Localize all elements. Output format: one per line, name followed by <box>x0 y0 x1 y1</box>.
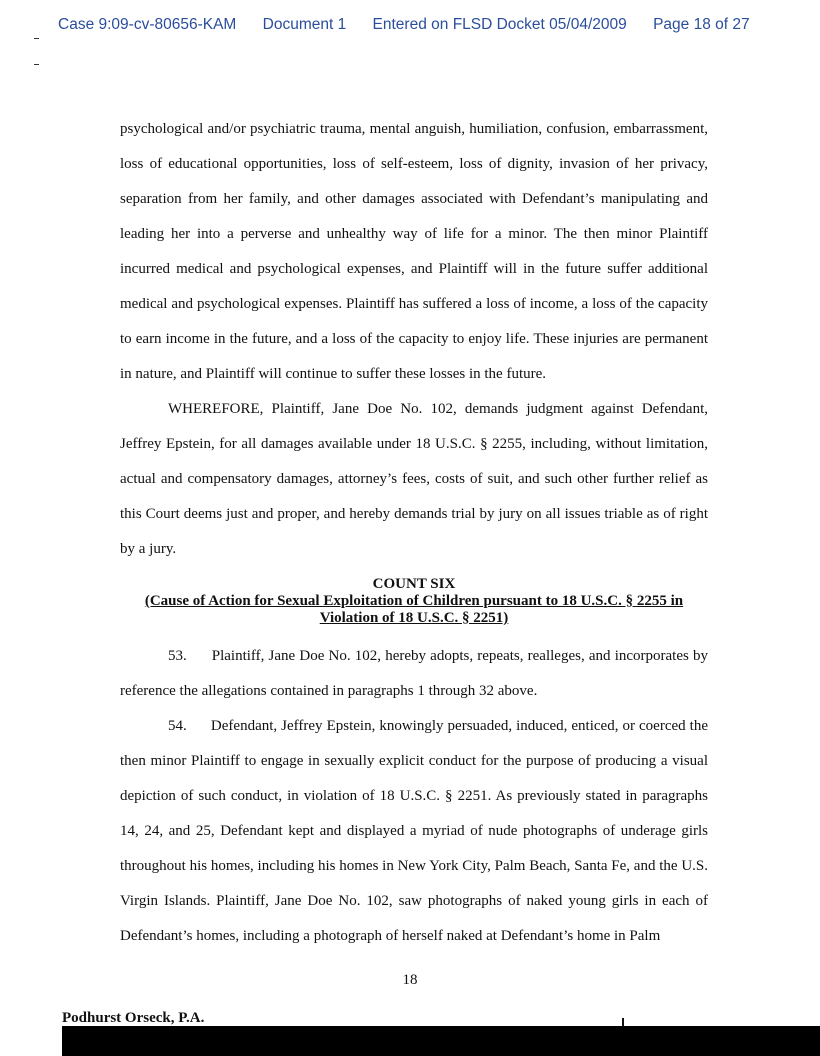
page-number: 18 <box>402 972 418 988</box>
document-number: Document 1 <box>262 16 347 33</box>
paragraph-damages: psychological and/or psychiatric trauma, mental anguish, humiliation, confusion, embarrassment, loss of educational opportunities, loss of self-esteem, loss of dignity, invasion of her privacy, separation from her family, and other damages associated with Defendant’s manipulating and leading her into a perverse and unhealthy way of life for a minor. The then minor Plaintiff incurred medical and psychological expenses, and Plaintiff will in the future suffer additional medical and psychological expenses. Plaintiff has suffered a loss of income, a loss of the capacity to earn income in the future, and a loss of the capacity to enjoy life. These injuries are permanent in nature, and Plaintiff will continue to suffer these losses in the future. <box>120 121 708 382</box>
document-body <box>120 112 708 954</box>
paragraph-53: 53. Plaintiff, Jane Doe No. 102, hereby adopts, repeats, realleges, and incorporates by reference the allegations contained in paragraphs 1 through 32 above. <box>120 648 708 699</box>
paragraph-wherefore: WHEREFORE, Plaintiff, Jane Doe No. 102, demands judgment against Defendant, Jeffrey Epstein, for all damages available under 18 U.S.C. § 2255, including, without limitation, actual and compensatory damages, attorney’s fees, costs of suit, and such other further relief as this Court deems just and proper, and hereby demands trial by jury on all issues triable as of right by a jury. <box>120 401 708 557</box>
margin-mark <box>34 38 39 39</box>
docket-header <box>58 16 778 34</box>
paragraph-54: 54. Defendant, Jeffrey Epstein, knowingly persuaded, induced, enticed, or coerced the then minor Plaintiff to engage in sexually explicit conduct for the purpose of producing a visual depiction of such conduct, in violation of 18 U.S.C. § 2251. As previously stated in paragraphs 14, 24, and 25, Defendant kept and displayed a myriad of nude photographs of underage girls throughout his homes, including his homes in New York City, Palm Beach, Santa Fe, and the U.S. Virgin Islands. Plaintiff, Jane Doe No. 102, saw photographs of naked young girls in each of Defendant’s homes, including a photograph of herself naked at Defendant’s home in Palm <box>120 718 708 944</box>
count-title: COUNT SIX <box>372 576 456 592</box>
footer-redaction-bar <box>62 1026 820 1056</box>
count-subtitle: (Cause of Action for Sexual Exploitation of Children pursuant to 18 U.S.C. § 2255 in Violation of 18 U.S.C. § 2251) <box>144 593 684 626</box>
footer-firm-name: Podhurst Orseck, P.A. <box>62 1010 205 1026</box>
page-count: Page 18 of 27 <box>653 16 750 33</box>
margin-mark <box>34 64 39 65</box>
docket-entry: Entered on FLSD Docket 05/04/2009 <box>372 16 627 33</box>
case-number: Case 9:09-cv-80656-KAM <box>58 16 237 33</box>
